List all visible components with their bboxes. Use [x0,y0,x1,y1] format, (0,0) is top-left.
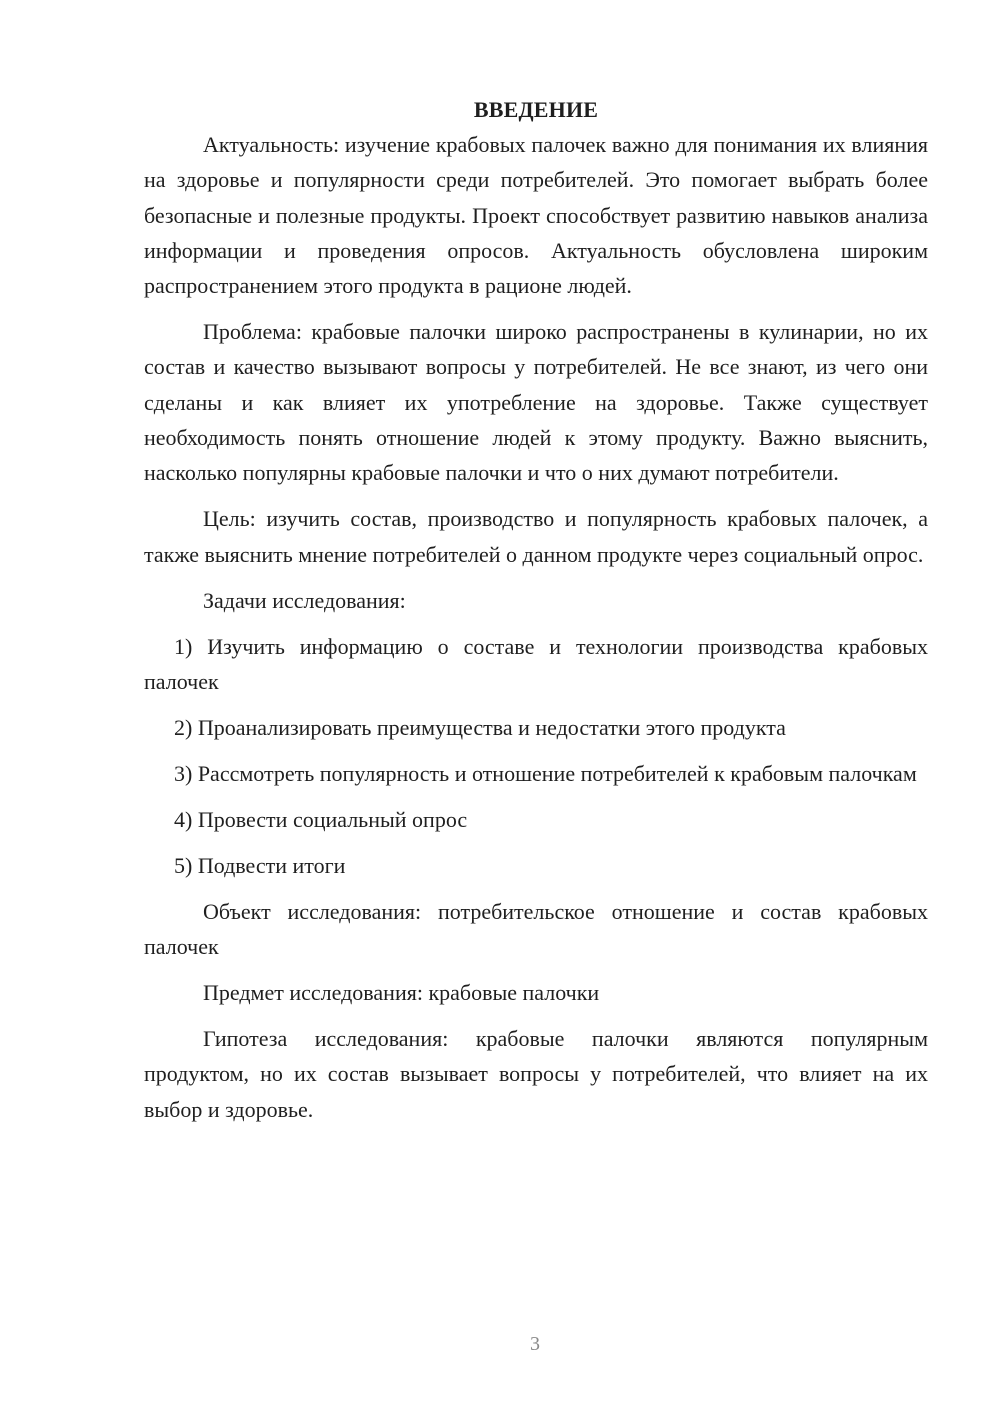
page-content [144,92,928,1127]
tasks-heading: Задачи исследования: [203,587,406,613]
task-item-4: 4) Провести социальный опрос [174,806,468,832]
task-item-1: 1) Изучить информацию о составе и технологии производства крабовых палочек [144,633,928,694]
subject-paragraph: Предмет исследования: крабовые палочки [203,980,600,1006]
problem-paragraph: Проблема: крабовые палочки широко распространены в кулинарии, но их состав и качество вызывают вопросы у потребителей. Не все знают, из чего они сделаны и как влияет их употребление на здоровье. Также существует необходимость понять отношение людей к этому продукту. Важно выяснить, насколько популярны крабовые палочки и что о них думают потребители. [144,319,928,486]
goal-paragraph: Цель: изучить состав, производство и популярность крабовых палочек, а также выяснить мнение потребителей о данном продукте через социальный опрос. [144,506,928,567]
page-number: 3 [530,1333,540,1355]
hypothesis-paragraph: Гипотеза исследования: крабовые палочки являются популярным продуктом, но их состав вызывает вопросы у потребителей, что влияет на их выбор и здоровье. [144,1026,928,1122]
object-paragraph: Объект исследования: потребительское отношение и состав крабовых палочек [144,898,928,960]
relevance-paragraph: Актуальность: изучение крабовых палочек важно для понимания их влияния на здоровье и популярности среди потребителей. Это помогает выбрать более безопасные и полезные продукты. Проект способствует развитию навыков анализа информации и проведения опросов. Актуальность обусловлена широким распространением этого продукта в рационе людей. [144,132,928,299]
task-item-5: 5) Подвести итоги [174,852,346,878]
task-item-3: 3) Рассмотреть популярность и отношение потребителей к крабовым палочкам [174,760,917,786]
section-title: ВВЕДЕНИЕ [473,97,599,122]
task-item-2: 2) Проанализировать преимущества и недостатки этого продукта [174,714,786,740]
